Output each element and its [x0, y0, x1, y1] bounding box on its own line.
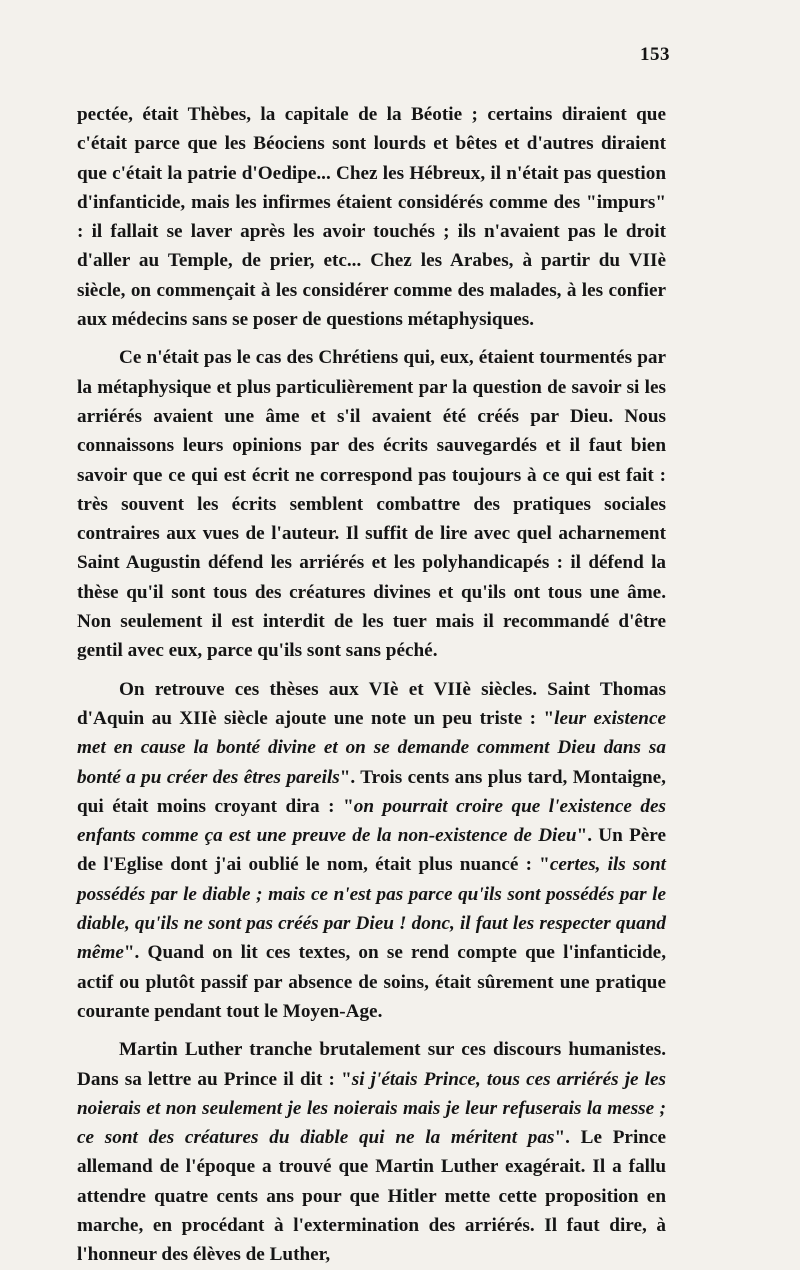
paragraph-4 [77, 1035, 666, 1269]
text-segment: On retrouve ces thèses aux VIè et VIIè siècles. Saint Thomas d'Aquin au XIIè siècle ajoute une note un peu triste : " [77, 678, 666, 729]
text-segment: ". Un Père de l'Eglise dont j'ai oublié le nom, était plus nuancé : " [77, 825, 666, 876]
paragraph-2 [77, 343, 666, 665]
paragraph-3 [77, 675, 666, 1027]
text-segment: ". Trois cents ans plus tard, Montaigne, qui était moins croyant dira : " [77, 766, 666, 817]
page-number: 153 [640, 44, 670, 65]
text-segment: pectée, était Thèbes, la capitale de la Béotie ; certains diraient que c'était parce que les Béociens sont lourds et bêtes et d'autres diraient que c'était la patrie d'Oedipe... Chez les Hébreux, il n'était pas question d'infanticide, mais les infirmes étaient considérés comme des "impurs" : il fallait se laver après les avoir touchés ; ils n'avaient pas le droit d'aller au Temple, de prier, etc... Chez les Arabes, à partir du VIIè siècle, on commençait à les considérer comme des malades, à les confier aux médecins sans se poser de questions métaphysiques. [77, 104, 666, 331]
paragraph-1 [77, 100, 666, 334]
quotation-text: si j'étais Prince, tous ces arriérés je les noierais et non seulement je les noierais mais je leur refuserais la messe ; ce sont des créatures du diable qui ne la méritent pas [77, 1068, 666, 1149]
quotation-text: leur existence met en cause la bonté divine et on se demande comment Dieu dans sa bonté a pu créer des êtres pareils [77, 707, 666, 788]
text-segment: Martin Luther tranche brutalement sur ces discours humanistes. Dans sa lettre au Prince il dit : " [77, 1039, 666, 1090]
text-segment: ". Quand on lit ces textes, on se rend compte que l'infanticide, actif ou plutôt passif par absence de soins, était sûrement une pratique courante pendant tout le Moyen-Age. [77, 942, 666, 1022]
body-text [77, 100, 666, 1270]
text-segment: ". Le Prince allemand de l'époque a trouvé que Martin Luther exagérait. Il a fallu attendre quatre cents ans pour que Hitler mette cette proposition en marche, en procédant à l'extermination des arriérés. Il faut dire, à l'honneur des élèves de Luther, [77, 1127, 666, 1266]
text-segment: Ce n'était pas le cas des Chrétiens qui, eux, étaient tourmentés par la métaphysique et plus particulièrement par la question de savoir si les arriérés avaient une âme et s'il avaient été créés par Dieu. Nous connaissons leurs opinions par des écrits sauvegardés et il faut bien savoir que ce qui est écrit ne correspond pas toujours à ce qui est fait : très souvent les écrits semblent combattre des pratiques sociales contraires aux vues de l'auteur. Il suffit de lire avec quel acharnement Saint Augustin défend les arriérés et les polyhandicapés : il défend la thèse qu'il sont tous des créatures divines et qu'ils ont tous une âme. Non seulement il est interdit de les tuer mais il recommandé d'être gentil avec eux, parce qu'ils sont sans péché. [77, 347, 666, 662]
quotation-text: certes, ils sont possédés par le diable ; mais ce n'est pas parce qu'ils sont possédés par le diable, qu'ils ne sont pas créés par Dieu ! donc, il faut les respecter quand même [77, 854, 666, 964]
quotation-text: on pourrait croire que l'existence des enfants comme ça est une preuve de la non-existence de Dieu [77, 795, 667, 847]
